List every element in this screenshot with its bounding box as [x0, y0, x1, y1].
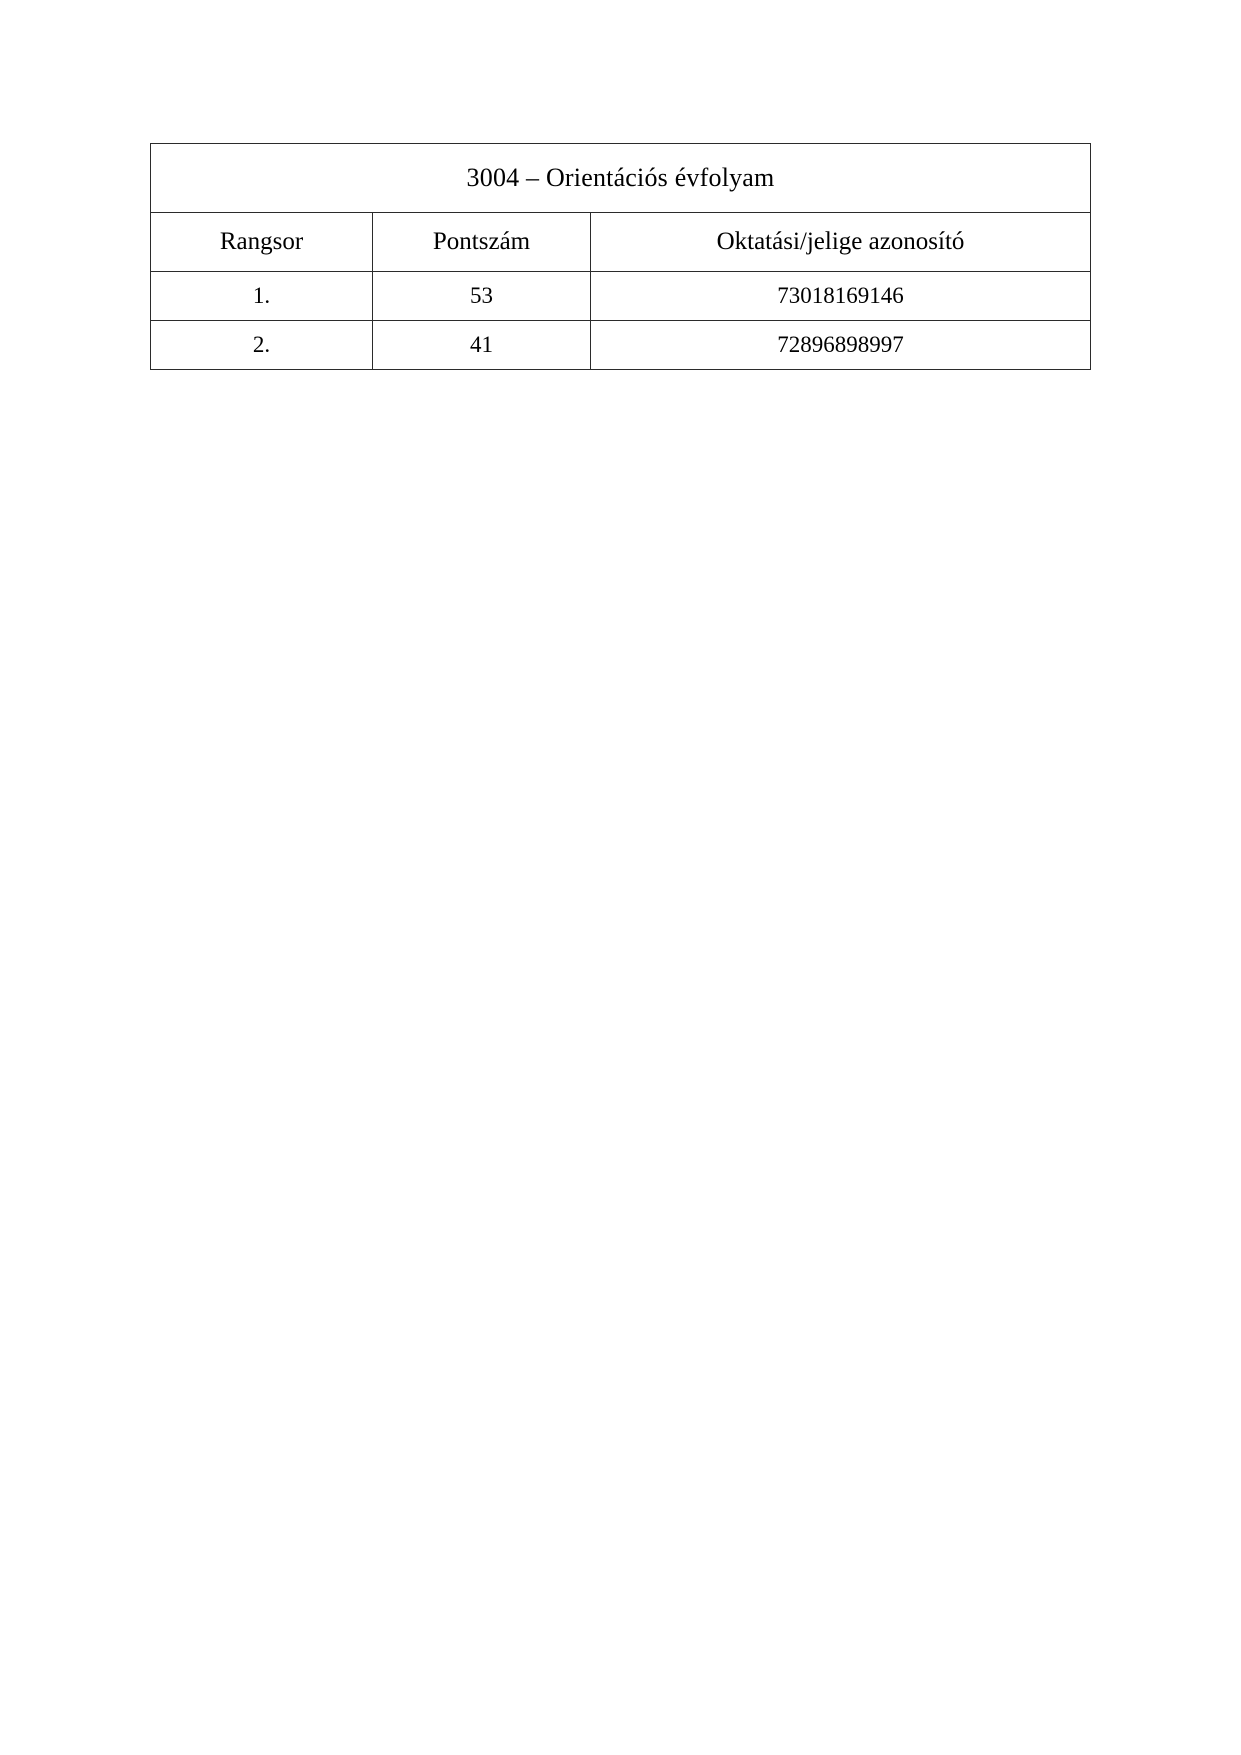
- cell-identifier: 72896898997: [591, 321, 1091, 370]
- column-header-rank: Rangsor: [151, 213, 373, 272]
- cell-identifier: 73018169146: [591, 272, 1091, 321]
- table-title: 3004 – Orientációs évfolyam: [151, 144, 1091, 213]
- cell-score: 53: [373, 272, 591, 321]
- column-header-identifier: Oktatási/jelige azonosító: [591, 213, 1091, 272]
- results-table: [150, 143, 1091, 370]
- column-header-score: Pontszám: [373, 213, 591, 272]
- table-row: [151, 321, 1091, 370]
- table-title-row: [151, 144, 1091, 213]
- results-table-container: [150, 143, 1090, 370]
- cell-rank: 1.: [151, 272, 373, 321]
- table-row: [151, 272, 1091, 321]
- table-header-row: [151, 213, 1091, 272]
- cell-rank: 2.: [151, 321, 373, 370]
- cell-score: 41: [373, 321, 591, 370]
